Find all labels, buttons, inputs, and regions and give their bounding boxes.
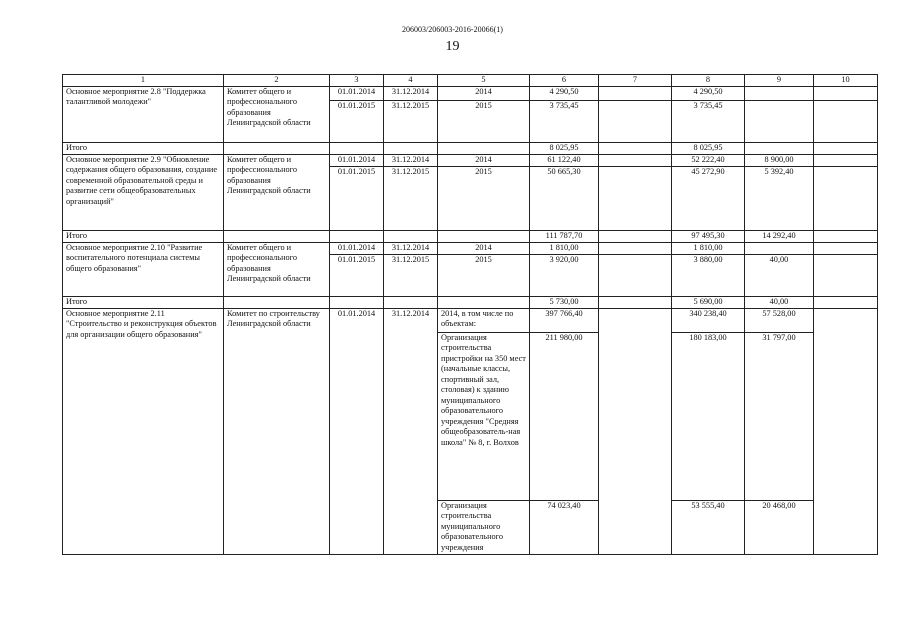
start-date: 01.01.2014 bbox=[330, 242, 384, 254]
table-row bbox=[63, 242, 878, 254]
value-col9: 40,00 bbox=[745, 254, 814, 296]
value-total: 3 920,00 bbox=[530, 254, 599, 296]
value-col10 bbox=[814, 166, 878, 230]
column-header: 10 bbox=[814, 75, 878, 87]
value-col10 bbox=[814, 154, 878, 166]
start-date: 01.01.2014 bbox=[330, 154, 384, 166]
budget-table bbox=[62, 74, 878, 555]
column-header: 5 bbox=[438, 75, 530, 87]
value-col7 bbox=[599, 308, 672, 554]
end-date: 31.12.2014 bbox=[384, 86, 438, 100]
value-col10 bbox=[814, 86, 878, 100]
value-col8: 45 272,90 bbox=[672, 166, 745, 230]
column-number-row bbox=[63, 75, 878, 87]
activity-title: Основное мероприятие 2.9 "Обновление содержания общего образования, создание современной образовательной среды и развитие сети общеобразовательных организаций" bbox=[63, 154, 224, 230]
total-col9 bbox=[745, 142, 814, 154]
object-description: Организация строительства муниципального образовательного учреждения bbox=[438, 500, 530, 554]
value-col9: 31 797,00 bbox=[745, 332, 814, 500]
total-col8: 8 025,95 bbox=[672, 142, 745, 154]
value-col8: 1 810,00 bbox=[672, 242, 745, 254]
value-total: 397 766,40 bbox=[530, 308, 599, 332]
value-col8: 3 880,00 bbox=[672, 254, 745, 296]
value-col8: 52 222,40 bbox=[672, 154, 745, 166]
total-label: Итого bbox=[63, 230, 224, 242]
total-col9: 14 292,40 bbox=[745, 230, 814, 242]
table-row bbox=[63, 86, 878, 100]
value-col10 bbox=[814, 100, 878, 142]
column-header: 3 bbox=[330, 75, 384, 87]
value-col7 bbox=[599, 242, 672, 254]
object-description: Организация строительства пристройки на 350 мест (начальные классы, спортивный зал, столовая) к зданию муниципального образовательного учреждения "Средняя общеобразователь-ная школа" № 8, г. Волхов bbox=[438, 332, 530, 500]
object-description: 2014, в том числе по объектам: bbox=[438, 308, 530, 332]
total-col8: 97 495,30 bbox=[672, 230, 745, 242]
value-col9 bbox=[745, 242, 814, 254]
total-row bbox=[63, 296, 878, 308]
total-row bbox=[63, 142, 878, 154]
start-date: 01.01.2015 bbox=[330, 166, 384, 230]
value-col8: 3 735,45 bbox=[672, 100, 745, 142]
page-number: 19 bbox=[445, 39, 460, 54]
value-col9: 20 468,00 bbox=[745, 500, 814, 554]
value-total: 1 810,00 bbox=[530, 242, 599, 254]
total-col9: 40,00 bbox=[745, 296, 814, 308]
end-date: 31.12.2015 bbox=[384, 254, 438, 296]
total-value: 5 730,00 bbox=[530, 296, 599, 308]
value-col9 bbox=[745, 86, 814, 100]
document-id: 206003/206003-2016-20066(1) bbox=[402, 25, 503, 34]
total-col8: 5 690,00 bbox=[672, 296, 745, 308]
value-col8: 340 238,40 bbox=[672, 308, 745, 332]
value-col7 bbox=[599, 254, 672, 296]
column-header: 9 bbox=[745, 75, 814, 87]
column-header: 1 bbox=[63, 75, 224, 87]
end-date: 31.12.2014 bbox=[384, 242, 438, 254]
year: 2015 bbox=[438, 100, 530, 142]
executor: Комитет общего и профессионального образования Ленинградской области bbox=[224, 154, 330, 230]
value-total: 211 980,00 bbox=[530, 332, 599, 500]
value-col9 bbox=[745, 100, 814, 142]
column-header: 2 bbox=[224, 75, 330, 87]
start-date: 01.01.2015 bbox=[330, 254, 384, 296]
value-total: 3 735,45 bbox=[530, 100, 599, 142]
start-date: 01.01.2014 bbox=[330, 86, 384, 100]
column-header: 6 bbox=[530, 75, 599, 87]
total-label: Итого bbox=[63, 142, 224, 154]
value-col9: 57 528,00 bbox=[745, 308, 814, 332]
year: 2015 bbox=[438, 166, 530, 230]
table-row bbox=[63, 154, 878, 166]
value-col10 bbox=[814, 242, 878, 254]
table-row bbox=[63, 308, 878, 332]
total-value: 8 025,95 bbox=[530, 142, 599, 154]
column-header: 4 bbox=[384, 75, 438, 87]
value-col8: 4 290,50 bbox=[672, 86, 745, 100]
year: 2014 bbox=[438, 154, 530, 166]
end-date: 31.12.2015 bbox=[384, 166, 438, 230]
value-col10 bbox=[814, 254, 878, 296]
start-date: 01.01.2015 bbox=[330, 100, 384, 142]
value-col10 bbox=[814, 308, 878, 554]
column-header: 7 bbox=[599, 75, 672, 87]
year: 2015 bbox=[438, 254, 530, 296]
start-date: 01.01.2014 bbox=[330, 308, 384, 554]
activity-title: Основное мероприятие 2.8 "Поддержка талантливой молодежи" bbox=[63, 86, 224, 142]
end-date: 31.12.2015 bbox=[384, 100, 438, 142]
executor: Комитет по строительству Ленинградской области bbox=[224, 308, 330, 554]
value-total: 4 290,50 bbox=[530, 86, 599, 100]
total-row bbox=[63, 230, 878, 242]
total-label: Итого bbox=[63, 296, 224, 308]
activity-title: Основное мероприятие 2.10 "Развитие воспитательного потенциала системы общего образования" bbox=[63, 242, 224, 296]
value-col8: 180 183,00 bbox=[672, 332, 745, 500]
value-col7 bbox=[599, 166, 672, 230]
value-col7 bbox=[599, 154, 672, 166]
value-col7 bbox=[599, 100, 672, 142]
value-total: 74 023,40 bbox=[530, 500, 599, 554]
value-col8: 53 555,40 bbox=[672, 500, 745, 554]
value-total: 61 122,40 bbox=[530, 154, 599, 166]
activity-title: Основное мероприятие 2.11 "Строительство и реконструкция объектов для организации общего образования" bbox=[63, 308, 224, 554]
value-total: 50 665,30 bbox=[530, 166, 599, 230]
end-date: 31.12.2014 bbox=[384, 308, 438, 554]
total-value: 111 787,70 bbox=[530, 230, 599, 242]
executor: Комитет общего и профессионального образования Ленинградской области bbox=[224, 86, 330, 142]
value-col7 bbox=[599, 86, 672, 100]
value-col9: 8 900,00 bbox=[745, 154, 814, 166]
value-col9: 5 392,40 bbox=[745, 166, 814, 230]
year: 2014 bbox=[438, 242, 530, 254]
column-header: 8 bbox=[672, 75, 745, 87]
year: 2014 bbox=[438, 86, 530, 100]
end-date: 31.12.2014 bbox=[384, 154, 438, 166]
executor: Комитет общего и профессионального образования Ленинградской области bbox=[224, 242, 330, 296]
